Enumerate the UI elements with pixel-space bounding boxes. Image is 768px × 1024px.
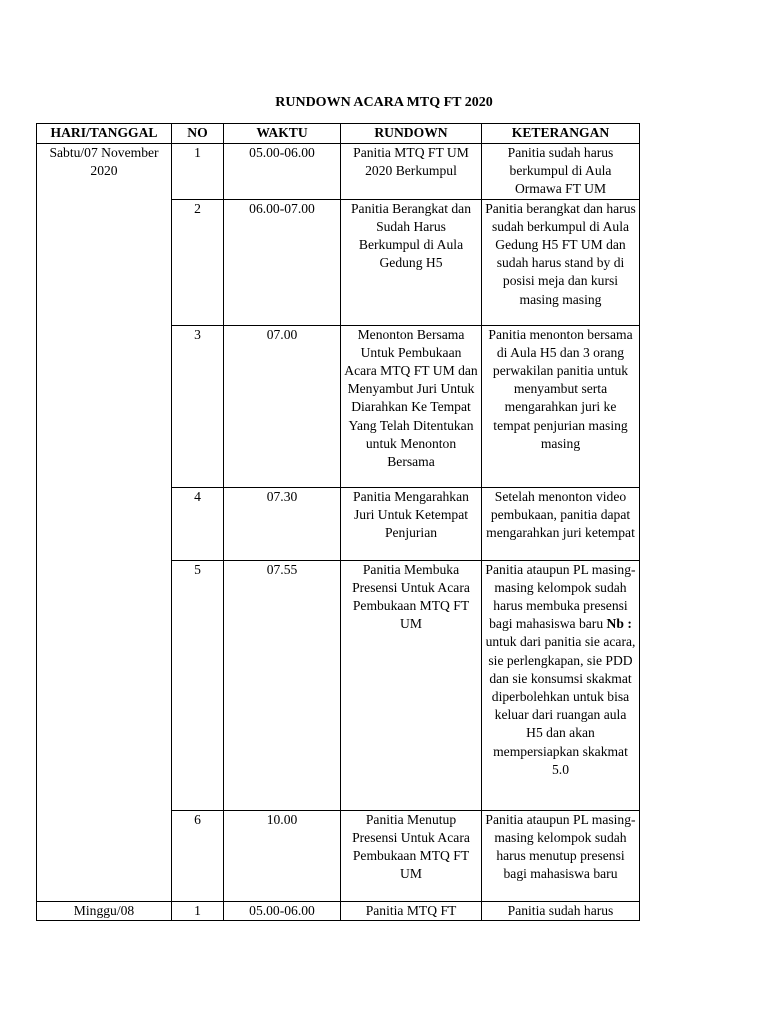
row-no: 3	[172, 325, 224, 487]
row-keterangan	[482, 560, 640, 810]
row-no: 5	[172, 560, 224, 810]
row-waktu: 06.00-07.00	[224, 199, 341, 325]
header-row	[37, 124, 640, 144]
row-keterangan: Panitia ataupun PL masing-masing kelompok sudah harus menutup presensi bagi mahasiswa baru	[482, 810, 640, 901]
row-no: 6	[172, 810, 224, 901]
row-keterangan: Panitia sudah harus	[482, 901, 640, 920]
table-row	[37, 901, 640, 920]
row-keterangan: Setelah menonton video pembukaan, panitia dapat mengarahkan juri ketempat	[482, 487, 640, 560]
row-waktu: 10.00	[224, 810, 341, 901]
row-keterangan: Panitia berangkat dan harus sudah berkumpul di Aula Gedung H5 FT UM dan sudah harus stand by di posisi meja dan kursi masing masing	[482, 199, 640, 325]
row-waktu: 05.00-06.00	[224, 144, 341, 200]
row-rundown: Menonton Bersama Untuk Pembukaan Acara MTQ FT UM dan Menyambut Juri Untuk Diarahkan Ke Tempat Yang Telah Ditentukan untuk Menonton Bersama	[341, 325, 482, 487]
document-title: RUNDOWN ACARA MTQ FT 2020	[275, 95, 493, 110]
row-rundown: Panitia Berangkat dan Sudah Harus Berkumpul di Aula Gedung H5	[341, 199, 482, 325]
header-waktu: WAKTU	[224, 124, 341, 144]
row-rundown: Panitia Menutup Presensi Untuk Acara Pembukaan MTQ FT UM	[341, 810, 482, 901]
row-no: 1	[172, 901, 224, 920]
header-keterangan: KETERANGAN	[482, 124, 640, 144]
row-rundown: Panitia Membuka Presensi Untuk Acara Pembukaan MTQ FT UM	[341, 560, 482, 810]
day-cell: Minggu/08	[37, 901, 172, 920]
row-rundown: Panitia MTQ FT UM 2020 Berkumpul	[341, 144, 482, 200]
row-keterangan: Panitia sudah harus berkumpul di Aula Ormawa FT UM	[482, 144, 640, 200]
row-waktu: 07.00	[224, 325, 341, 487]
row-waktu: 07.30	[224, 487, 341, 560]
row-waktu: 07.55	[224, 560, 341, 810]
keterangan-text: Panitia ataupun PL masing-masing kelompok sudah harus membuka presensi bagi mahasiswa baru	[485, 561, 636, 632]
row-rundown: Panitia Mengarahkan Juri Untuk Ketempat Penjurian	[341, 487, 482, 560]
row-rundown: Panitia MTQ FT	[341, 901, 482, 920]
row-no: 1	[172, 144, 224, 200]
table-row	[37, 144, 640, 200]
rundown-table	[36, 123, 640, 921]
row-no: 4	[172, 487, 224, 560]
row-keterangan: Panitia menonton bersama di Aula H5 dan 3 orang perwakilan panitia untuk menyambut serta mengarahkan juri ke tempat penjurian masing masing	[482, 325, 640, 487]
row-waktu: 05.00-06.00	[224, 901, 341, 920]
header-no: NO	[172, 124, 224, 144]
nb-label: Nb :	[606, 616, 632, 632]
nb-text: untuk dari panitia sie acara, sie perlengkapan, sie PDD dan sie konsumsi skakmat diperbolehkan untuk bisa keluar dari ruangan aula H5 dan akan mempersiapkan skakmat 5.0	[485, 634, 636, 777]
day-cell: Sabtu/07 November 2020	[37, 144, 172, 902]
row-no: 2	[172, 199, 224, 325]
header-rundown: RUNDOWN	[341, 124, 482, 144]
header-hari-tanggal: HARI/TANGGAL	[37, 124, 172, 144]
